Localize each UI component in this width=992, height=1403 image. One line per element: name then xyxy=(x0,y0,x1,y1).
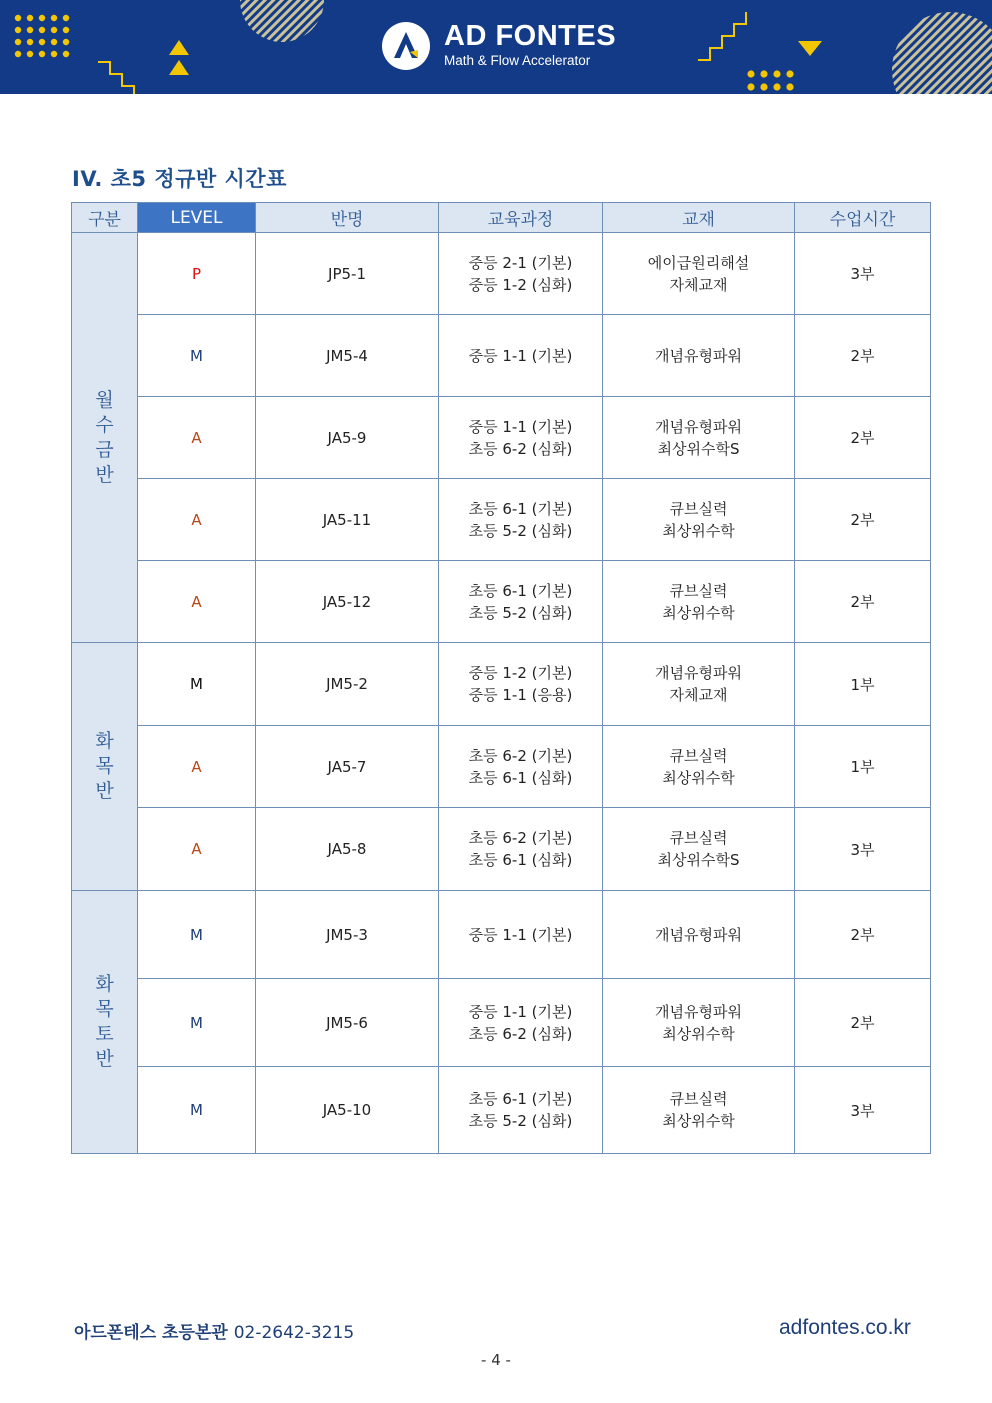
book-cell-line: 큐브실력 xyxy=(669,829,728,847)
curriculum-cell xyxy=(439,1067,603,1154)
table-row xyxy=(72,561,931,643)
book-cell-line: 큐브실력 xyxy=(669,581,728,600)
book-cell xyxy=(603,233,795,315)
footer-phone: 02-2642-3215 xyxy=(233,1323,355,1343)
table-row xyxy=(72,891,931,979)
table-row xyxy=(72,726,931,808)
header-class: 반명 xyxy=(256,203,439,233)
group-label-text: 월수금반 xyxy=(95,388,114,486)
group-label xyxy=(72,891,138,1154)
book-cell xyxy=(603,479,795,561)
book-cell-line: 큐브실력 xyxy=(669,499,728,518)
class-name: JM5-2 xyxy=(256,643,439,726)
table-row xyxy=(72,397,931,479)
book-cell xyxy=(603,561,795,643)
class-name: JP5-1 xyxy=(256,233,439,315)
brand xyxy=(444,20,616,69)
book-cell xyxy=(603,643,795,726)
dot-grid-right xyxy=(747,70,793,90)
level-badge: M xyxy=(138,891,256,979)
brand-tagline: Math & Flow Accelerator xyxy=(444,53,591,68)
table-row xyxy=(72,479,931,561)
curriculum-cell xyxy=(439,479,603,561)
level-badge: A xyxy=(138,561,256,643)
table-row xyxy=(72,315,931,397)
footer-website: adfontes.co.kr xyxy=(779,1316,911,1339)
curriculum-cell-line: 중등 2-1 (기본) xyxy=(468,253,573,272)
class-time: 3부 xyxy=(795,233,931,315)
book-cell xyxy=(603,808,795,891)
class-name: JA5-10 xyxy=(256,1067,439,1154)
curriculum-cell-line: 초등 6-1 (기본) xyxy=(468,581,573,600)
header-banner xyxy=(0,0,992,94)
level-badge: A xyxy=(138,397,256,479)
curriculum-cell-line: 초등 6-1 (기본) xyxy=(468,499,573,518)
book-cell-line: 큐브실력 xyxy=(669,1090,728,1108)
header-level: LEVEL xyxy=(138,203,256,233)
level-badge: P xyxy=(138,233,256,315)
timetable xyxy=(71,202,931,1154)
curriculum-cell-line: 중등 1-1 (기본) xyxy=(468,417,573,436)
curriculum-cell-line: 초등 6-2 (심화) xyxy=(468,439,573,458)
curriculum-cell xyxy=(439,561,603,643)
curriculum-cell xyxy=(439,979,603,1067)
curriculum-cell-line: 초등 6-1 (심화) xyxy=(468,768,573,787)
footer-contact xyxy=(74,1318,354,1343)
book-cell xyxy=(603,1067,795,1154)
curriculum-cell-line: 초등 6-2 (기본) xyxy=(468,829,573,847)
curriculum-cell xyxy=(439,891,603,979)
book-cell-line: 에이급원리해설 xyxy=(647,253,750,272)
table-row xyxy=(72,233,931,315)
class-name: JA5-11 xyxy=(256,479,439,561)
level-badge: A xyxy=(138,479,256,561)
header-group: 구분 xyxy=(72,203,138,233)
brand-name: AD FONTES xyxy=(444,20,617,52)
class-time: 2부 xyxy=(795,479,931,561)
class-time: 3부 xyxy=(795,808,931,891)
table-row xyxy=(72,979,931,1067)
table-header-row xyxy=(72,203,931,233)
brand-logo-icon xyxy=(382,22,430,70)
curriculum-cell xyxy=(439,726,603,808)
group-label-text: 화목반 xyxy=(95,730,114,802)
book-cell-line: 개념유형파워 xyxy=(655,1002,742,1021)
curriculum-cell-line: 초등 6-1 (기본) xyxy=(468,1090,573,1108)
table-row xyxy=(72,808,931,891)
class-time: 2부 xyxy=(795,397,931,479)
curriculum-cell-line: 중등 1-1 (기본) xyxy=(468,1002,573,1021)
book-cell-line: 개념유형파워 xyxy=(655,664,742,682)
curriculum-cell-line: 초등 5-2 (심화) xyxy=(468,521,573,540)
level-badge: A xyxy=(138,726,256,808)
class-name: JM5-3 xyxy=(256,891,439,979)
level-badge: M xyxy=(138,643,256,726)
class-time: 3부 xyxy=(795,1067,931,1154)
header-curriculum: 교육과정 xyxy=(439,203,603,233)
book-cell xyxy=(603,397,795,479)
class-time: 2부 xyxy=(795,561,931,643)
class-name: JA5-7 xyxy=(256,726,439,808)
class-time: 2부 xyxy=(795,315,931,397)
curriculum-cell-line: 중등 1-2 (기본) xyxy=(468,664,573,682)
book-cell xyxy=(603,726,795,808)
curriculum-cell xyxy=(439,397,603,479)
curriculum-cell xyxy=(439,315,603,397)
curriculum-cell-line: 중등 1-1 (응용) xyxy=(468,686,573,704)
curriculum-cell-line: 초등 5-2 (심화) xyxy=(468,603,573,622)
page-number: - 4 - xyxy=(481,1351,511,1369)
class-name: JA5-9 xyxy=(256,397,439,479)
book-cell-line: 최상위수학 xyxy=(662,603,735,622)
book-cell xyxy=(603,891,795,979)
book-cell-line: 자체교재 xyxy=(669,275,728,294)
group-label xyxy=(72,233,138,643)
class-time: 1부 xyxy=(795,643,931,726)
book-cell-line: 최상위수학 xyxy=(662,768,735,787)
level-badge: M xyxy=(138,979,256,1067)
curriculum-cell xyxy=(439,643,603,726)
book-cell-line: 개념유형파워 xyxy=(655,417,742,436)
class-name: JM5-4 xyxy=(256,315,439,397)
book-cell-line: 최상위수학 xyxy=(662,521,735,540)
book-cell-line: 최상위수학 xyxy=(662,1024,735,1043)
curriculum-cell xyxy=(439,233,603,315)
book-cell xyxy=(603,315,795,397)
book-cell-line: 최상위수학 xyxy=(662,1112,735,1130)
curriculum-cell-line: 초등 5-2 (심화) xyxy=(468,1112,573,1130)
section-title: IV. 초5 정규반 시간표 xyxy=(72,167,287,191)
curriculum-cell-line: 초등 6-2 (기본) xyxy=(468,746,573,765)
table-row xyxy=(72,643,931,726)
curriculum-cell-line: 초등 6-1 (심화) xyxy=(468,851,573,869)
curriculum-cell-line: 중등 1-1 (기본) xyxy=(468,346,573,365)
book-cell-line: 개념유형파워 xyxy=(655,925,742,944)
group-label xyxy=(72,643,138,891)
class-name: JA5-8 xyxy=(256,808,439,891)
curriculum-cell-line: 중등 1-2 (심화) xyxy=(468,275,573,294)
table-row xyxy=(72,1067,931,1154)
group-label-text: 화목토반 xyxy=(95,973,114,1070)
class-time: 2부 xyxy=(795,891,931,979)
class-time: 1부 xyxy=(795,726,931,808)
level-badge: A xyxy=(138,808,256,891)
book-cell-line: 최상위수학S xyxy=(657,851,740,869)
book-cell-line: 큐브실력 xyxy=(669,746,728,765)
class-name: JM5-6 xyxy=(256,979,439,1067)
curriculum-cell-line: 중등 1-1 (기본) xyxy=(468,925,573,944)
class-name: JA5-12 xyxy=(256,561,439,643)
level-badge: M xyxy=(138,315,256,397)
footer-org: 아드폰테스 초등본관 xyxy=(74,1323,228,1343)
curriculum-cell-line: 초등 6-2 (심화) xyxy=(468,1024,573,1043)
book-cell-line: 최상위수학S xyxy=(657,439,740,458)
level-badge: M xyxy=(138,1067,256,1154)
header-time: 수업시간 xyxy=(795,203,931,233)
book-cell-line: 자체교재 xyxy=(669,686,728,704)
book-cell xyxy=(603,979,795,1067)
header-book: 교재 xyxy=(603,203,795,233)
dot-grid-left xyxy=(15,15,69,57)
book-cell-line: 개념유형파워 xyxy=(655,346,742,365)
class-time: 2부 xyxy=(795,979,931,1067)
curriculum-cell xyxy=(439,808,603,891)
